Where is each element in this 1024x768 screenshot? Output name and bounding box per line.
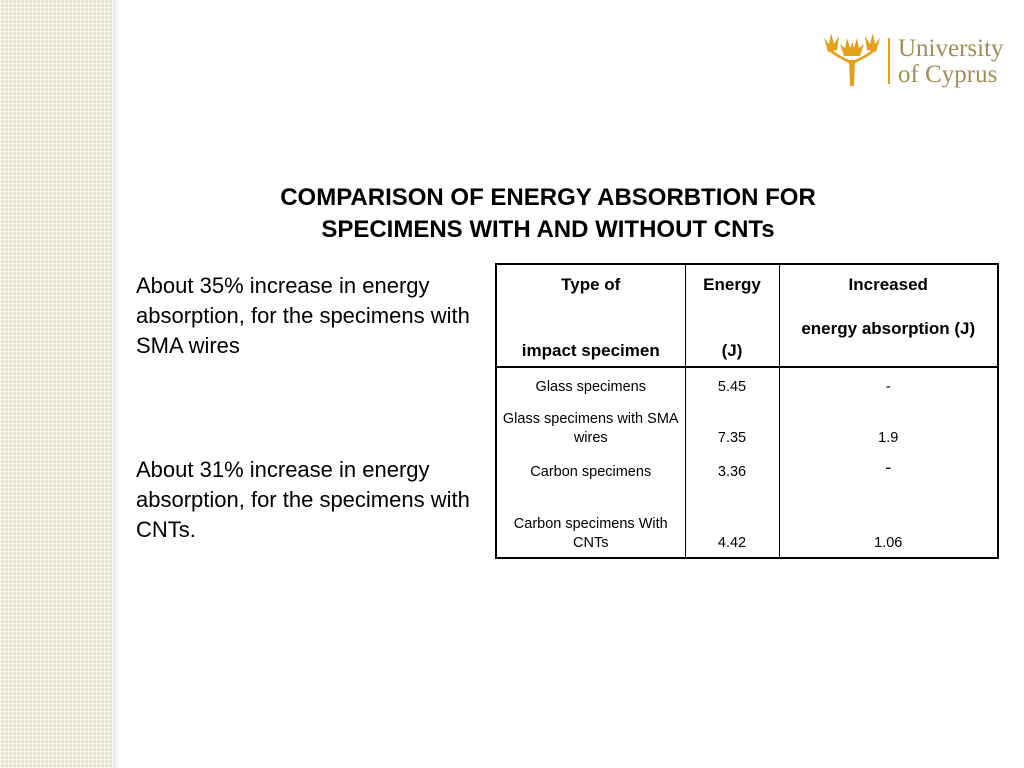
header-energy-top: Energy: [703, 275, 761, 294]
table-row: [496, 493, 998, 558]
table-row: [496, 406, 998, 451]
cell-type: Glass specimens with SMA wires: [496, 406, 685, 451]
tree-icon: [822, 30, 882, 88]
energy-table: [495, 263, 999, 559]
cell-increase: 1.06: [779, 493, 998, 558]
logo-separator: [888, 38, 890, 84]
cell-energy: 7.35: [685, 406, 779, 451]
header-energy: [685, 264, 779, 367]
logo-line-2: of Cyprus: [898, 61, 998, 88]
logo-text: [898, 36, 1004, 88]
table-row: [496, 451, 998, 493]
logo-line-1: University: [898, 35, 1004, 62]
side-pattern-bar: [0, 0, 113, 768]
cell-increase-value: -: [885, 456, 892, 477]
header-type-bottom: impact specimen: [521, 341, 660, 360]
cell-type: Glass specimens: [496, 367, 685, 406]
title-line-1: COMPARISON OF ENERGY ABSORBTION FOR: [280, 184, 816, 211]
university-logo: [822, 30, 1012, 92]
note-cnt: About 31% increase in energy absorption, for the specimens with CNTs.: [136, 457, 470, 542]
header-increase: [779, 264, 998, 367]
cell-increase: [779, 451, 998, 493]
header-increase-bottom: energy absorption (J): [801, 319, 976, 338]
cell-type: Carbon specimens: [496, 451, 685, 493]
table-header-row: [496, 264, 998, 367]
cell-energy: 5.45: [685, 367, 779, 406]
header-increase-top: Increased: [848, 275, 928, 294]
cell-type: Carbon specimens With CNTs: [496, 493, 685, 558]
header-type-top: Type of: [561, 275, 621, 294]
cell-energy: 3.36: [685, 451, 779, 493]
cell-increase: 1.9: [779, 406, 998, 451]
table-row: [496, 367, 998, 406]
cell-energy: 4.42: [685, 493, 779, 558]
slide-title: [200, 182, 896, 246]
side-bar-shadow: [113, 0, 119, 768]
note-sma: About 35% increase in energy absorption, for the specimens with SMA wires: [136, 273, 470, 358]
cell-increase: -: [779, 367, 998, 406]
header-energy-bottom: (J): [721, 341, 743, 360]
header-type: [496, 264, 685, 367]
title-line-2: SPECIMENS WITH AND WITHOUT CNTs: [321, 216, 775, 243]
